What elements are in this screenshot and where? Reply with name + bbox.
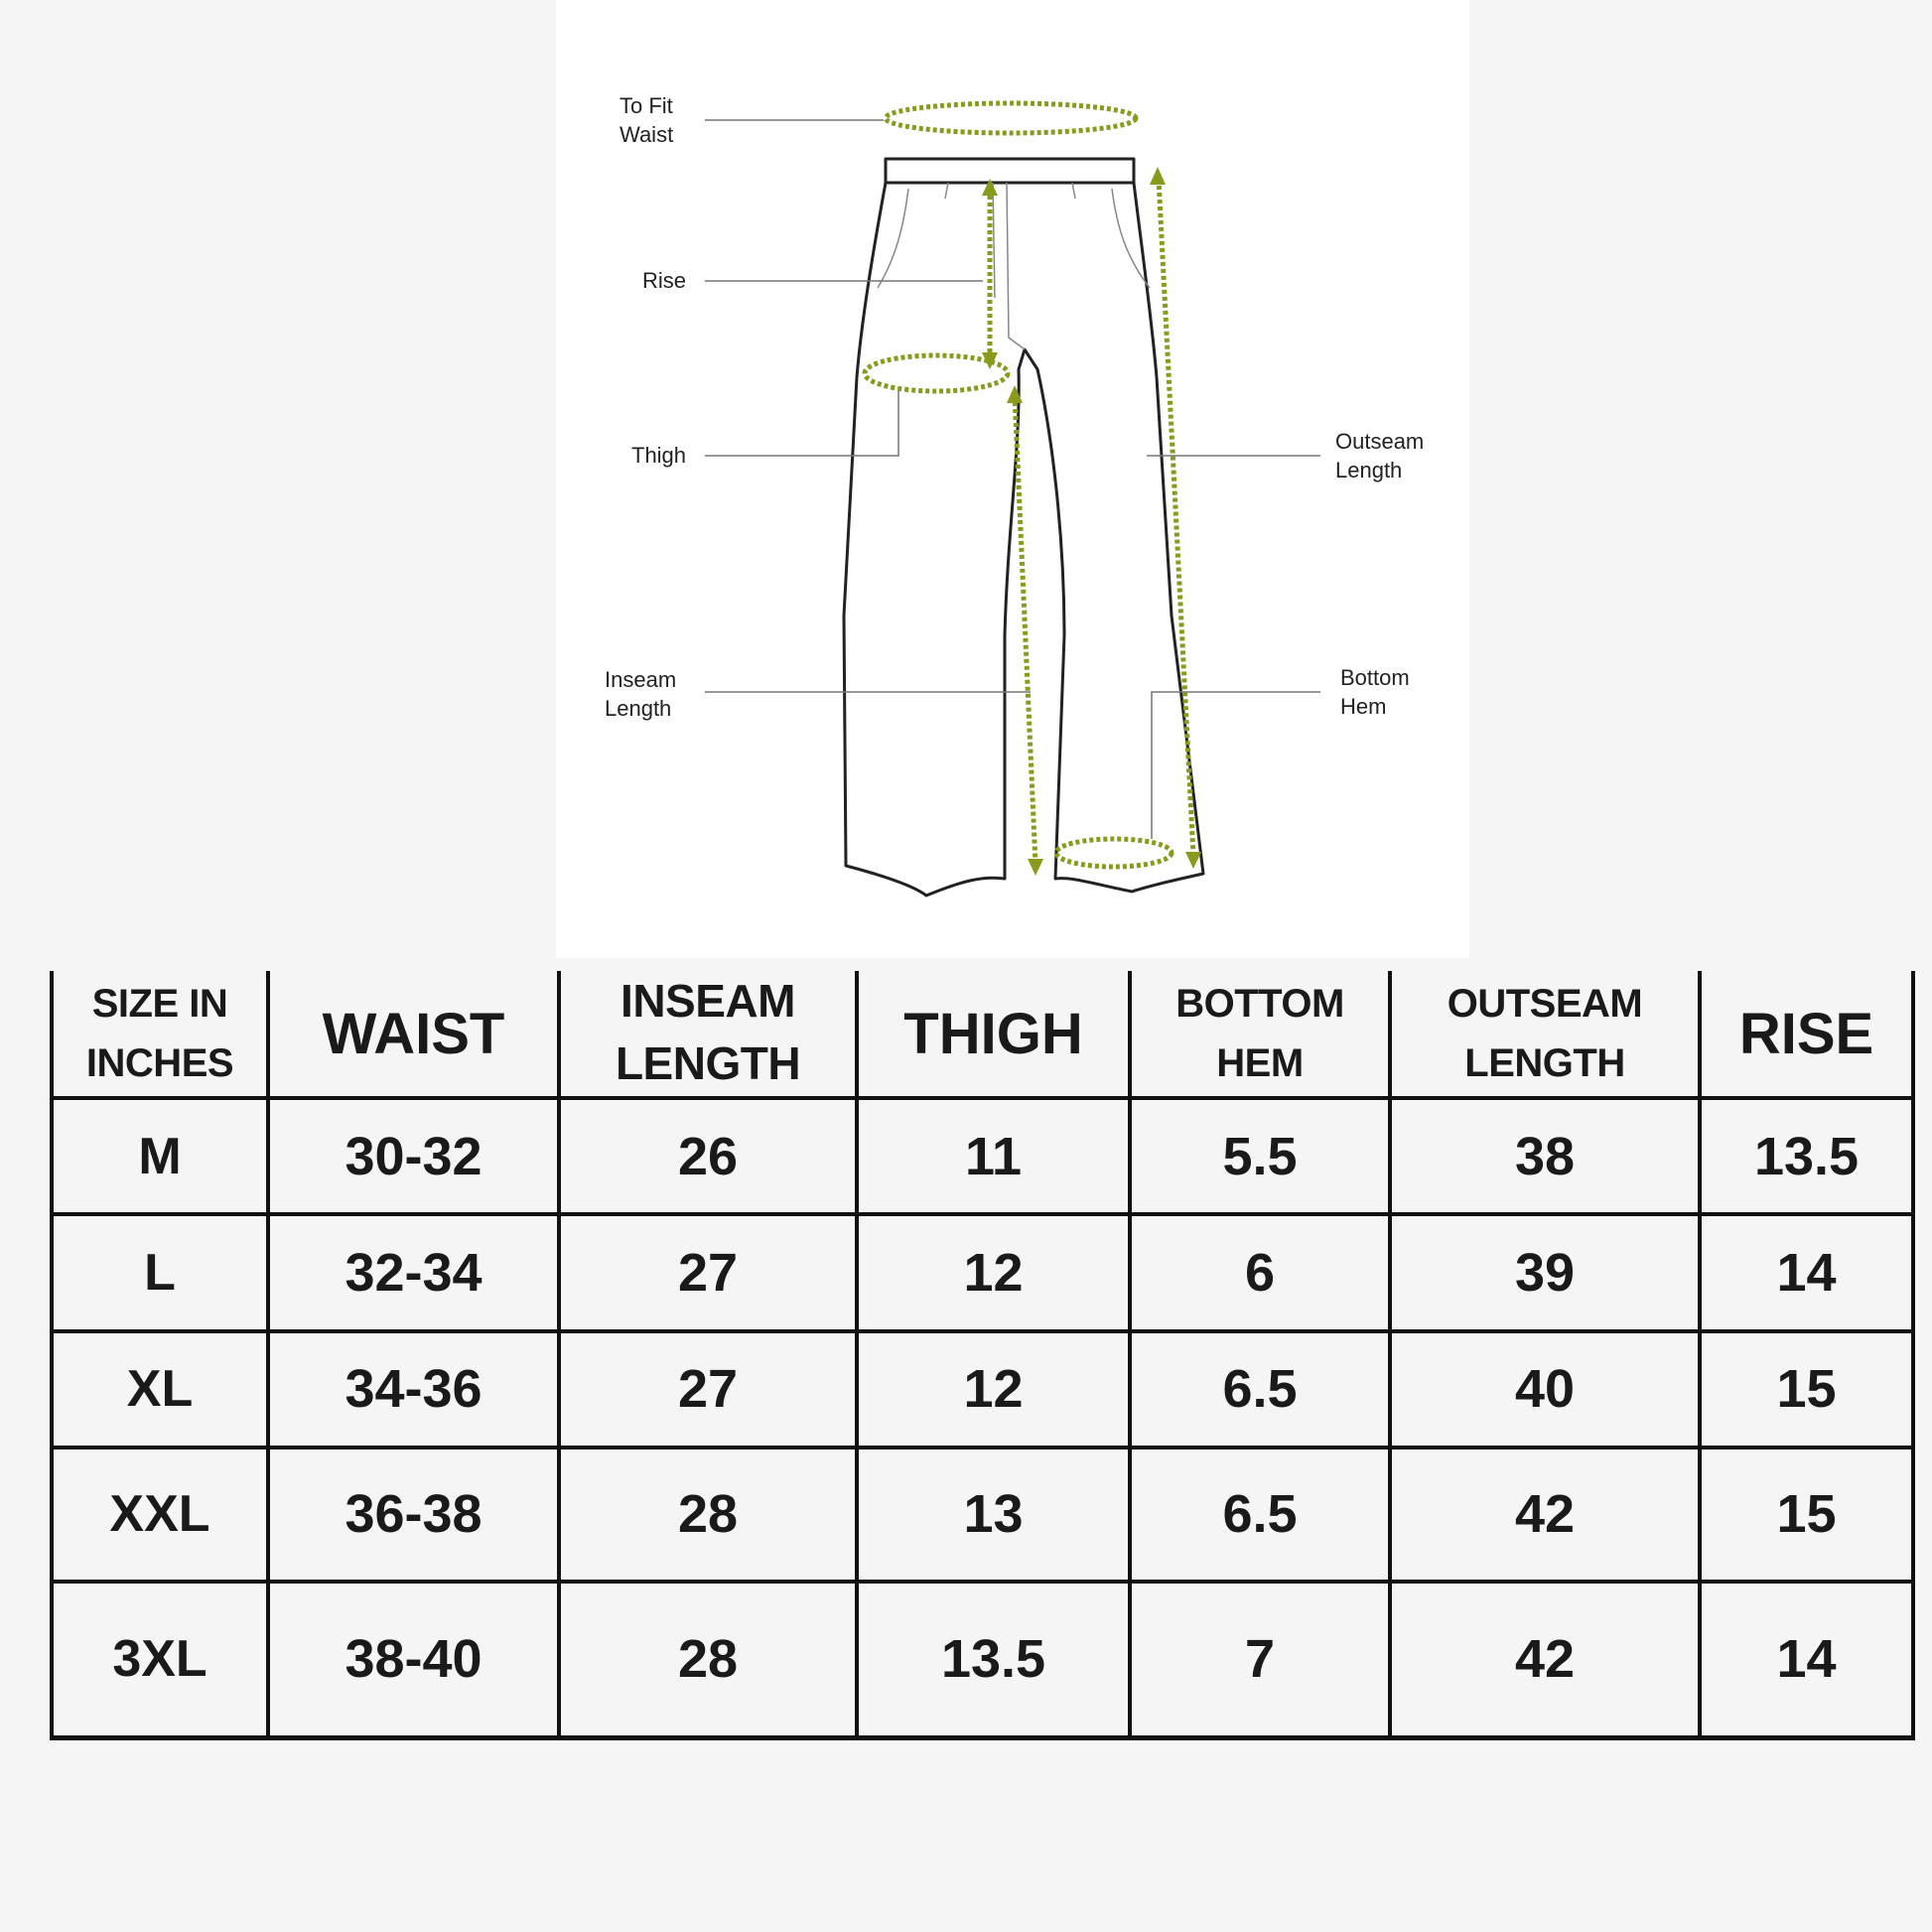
cell-thigh: 13: [857, 1448, 1130, 1581]
cell-outseam: 39: [1390, 1214, 1700, 1330]
label-outseam-length: Outseam Length: [1335, 429, 1425, 483]
cell-inseam: 28: [559, 1582, 857, 1738]
header-size-in-inches: SIZE IN INCHES: [52, 971, 268, 1098]
header-row: [52, 971, 1913, 1098]
cell-bottom-hem: 6.5: [1130, 1448, 1390, 1581]
header-inseam-length: INSEAM LENGTH: [559, 971, 857, 1098]
cell-size: XXL: [52, 1448, 268, 1581]
label-thigh: Thigh: [631, 443, 687, 468]
label-inseam-length: Inseam Length: [605, 667, 677, 721]
cell-size: XL: [52, 1331, 268, 1448]
label-to-fit-waist: To Fit Waist: [620, 93, 674, 147]
cell-inseam: 27: [559, 1331, 857, 1448]
cell-bottom-hem: 5.5: [1130, 1098, 1390, 1214]
cell-outseam: 38: [1390, 1098, 1700, 1214]
cell-outseam: 40: [1390, 1331, 1700, 1448]
pants-measurement-diagram: [556, 0, 1469, 958]
cell-rise: 13.5: [1700, 1098, 1913, 1214]
cell-waist: 38-40: [268, 1582, 559, 1738]
cell-thigh: 12: [857, 1331, 1130, 1448]
cell-outseam: 42: [1390, 1582, 1700, 1738]
cell-waist: 36-38: [268, 1448, 559, 1581]
pants-illustration: [556, 0, 1469, 958]
header-waist: WAIST: [268, 971, 559, 1098]
cell-rise: 14: [1700, 1582, 1913, 1738]
cell-inseam: 28: [559, 1448, 857, 1581]
waistband: [886, 159, 1134, 183]
cell-size: L: [52, 1214, 268, 1330]
size-chart-table: [50, 971, 1915, 1740]
header-bottom-hem: BOTTOM HEM: [1130, 971, 1390, 1098]
cell-waist: 34-36: [268, 1331, 559, 1448]
cell-waist: 32-34: [268, 1214, 559, 1330]
header-thigh: THIGH: [857, 971, 1130, 1098]
cell-thigh: 11: [857, 1098, 1130, 1214]
table-row: [52, 1331, 1913, 1448]
table-row: [52, 1098, 1913, 1214]
table-row: [52, 1214, 1913, 1330]
outseam-arrow-bottom: [1185, 852, 1201, 869]
cell-thigh: 13.5: [857, 1582, 1130, 1738]
cell-size: 3XL: [52, 1582, 268, 1738]
cell-inseam: 27: [559, 1214, 857, 1330]
cell-size: M: [52, 1098, 268, 1214]
cell-bottom-hem: 6: [1130, 1214, 1390, 1330]
header-outseam-length: OUTSEAM LENGTH: [1390, 971, 1700, 1098]
cell-rise: 15: [1700, 1448, 1913, 1581]
cell-waist: 30-32: [268, 1098, 559, 1214]
cell-bottom-hem: 7: [1130, 1582, 1390, 1738]
cell-thigh: 12: [857, 1214, 1130, 1330]
table-row: [52, 1582, 1913, 1738]
header-rise: RISE: [1700, 971, 1913, 1098]
label-bottom-hem: Bottom Hem: [1340, 665, 1410, 719]
cell-rise: 15: [1700, 1331, 1913, 1448]
outseam-arrow-top: [1150, 167, 1166, 185]
cell-rise: 14: [1700, 1214, 1913, 1330]
table-row: [52, 1448, 1913, 1581]
label-rise: Rise: [642, 268, 687, 293]
cell-bottom-hem: 6.5: [1130, 1331, 1390, 1448]
inseam-arrow-bottom: [1028, 859, 1043, 876]
cell-inseam: 26: [559, 1098, 857, 1214]
cell-outseam: 42: [1390, 1448, 1700, 1581]
